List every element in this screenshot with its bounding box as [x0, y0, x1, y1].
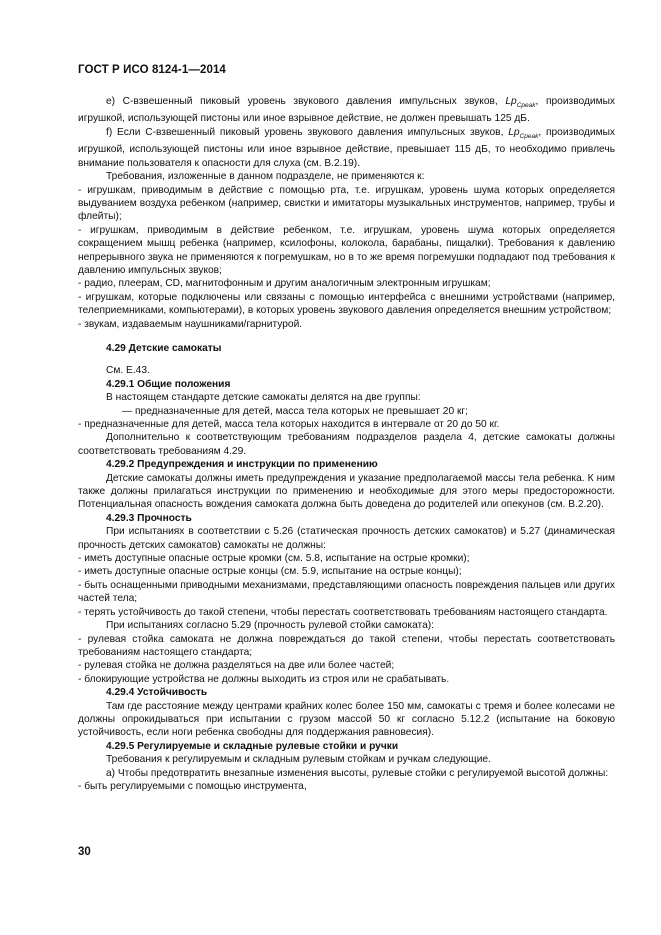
- paragraph: В настоящем стандарте детские самокаты делятся на две группы:: [106, 392, 421, 404]
- paragraph-f: [78, 126, 615, 170]
- paragraph: a) Чтобы предотвратить внезапные изменения высоты, рулевые стойки с регулируемой высотой должны:: [106, 767, 609, 779]
- list-item: - рулевая стойка самоката не должна повреждаться до такой степени, чтобы перестать соответствовать требованиям настоящего стандарта;: [78, 633, 615, 658]
- standard-header: ГОСТ Р ИСО 8124-1—2014: [78, 64, 226, 76]
- list-item: - иметь доступные опасные острые концы (см. 5.9, испытание на острые концы);: [78, 566, 462, 578]
- text-run: f) Если С-взвешенный пиковый уровень звукового давления импульсных звуков,: [106, 126, 509, 138]
- paragraph: При испытаниях в соответствии с 5.26 (статическая прочность детских самокатов) и 5.27 (динамическая прочность детских самокатов) самокаты не должны:: [78, 526, 615, 551]
- section-heading: 4.29.5 Регулируемые и складные рулевые стойки и ручки: [106, 740, 399, 752]
- list-item: - блокирующие устройства не должны выходить из строя или не срабатывать.: [78, 673, 450, 685]
- text-run: , производимых игрушкой, использующей пистоны или иное взрывное действие, превышает 115 дБ, то необходимо привлечь внимание пользователя к опасности для слуха (см. В.2.19).: [78, 126, 615, 169]
- paragraph: См. Е.43.: [106, 365, 150, 377]
- list-item: - иметь доступные опасные острые кромки (см. 5.8, испытание на острые кромки);: [78, 553, 470, 565]
- paragraph: Там где расстояние между центрами крайних колес более 150 мм, самокаты с тремя и более колесами не должны опрокидываться при испытании с грузом массой 50 кг согласно 5.12.2 (испытание на боковую устойчивость, если ноги ребенка свободны для поддержания равновесия).: [78, 700, 615, 739]
- list-item: - игрушкам, приводимым в действие с помощью рта, т.е. игрушкам, уровень шума которых определяется выдуванием воздуха ребенком (например, свистки и имитаторы музыкальных инструментов, например, трубы и флейты);: [78, 184, 615, 223]
- symbol-lp: $Lp_{Cpeak}$: [508, 126, 539, 140]
- list-item: — предназначенные для детей, масса тела которых не превышает 20 кг;: [122, 405, 468, 417]
- list-item: - быть оснащенными приводными механизмами, представляющими опасность повреждения пальцев или других частей тела;: [78, 579, 615, 605]
- paragraph: Детские самокаты должны иметь предупреждения и указание предполагаемой массы тела ребенка. К ним также должны прилагаться инструкции по применению и необходимые для этого меры предосторожности. Потенциальная опасность вождения самоката должна быть доведена до родителей или опекунов (см. В.2.20).: [78, 472, 615, 511]
- symbol-lp: $Lp_{Cpeak}$: [505, 96, 536, 110]
- paragraph: Дополнительно к соответствующим требованиям подразделов раздела 4, детские самокаты должны соответствовать требованиям 4.29.: [78, 432, 615, 457]
- text-run: e) С-взвешенный пиковый уровень звукового давления импульсных звуков,: [106, 96, 506, 107]
- page-number: 30: [78, 846, 91, 858]
- paragraph-e: [78, 95, 615, 126]
- section-heading: 4.29.4 Устойчивость: [106, 687, 208, 699]
- list-item: - терять устойчивость до такой степени, чтобы перестать соответствовать требованиям настоящего стандарта.: [78, 606, 608, 618]
- list-item: - рулевая стойка не должна разделяться на две или более частей;: [78, 660, 395, 672]
- section-heading: 4.29 Детские самокаты: [106, 342, 222, 354]
- list-item: - быть регулируемыми с помощью инструмента,: [78, 780, 307, 792]
- list-item: - игрушкам, которые подключены или связаны с помощью интерфейса с внешними устройствами (например, телеприемниками, компьютерами), в которых уровень звукового давления определяется внешним устройством;: [78, 291, 615, 317]
- list-item: - предназначенные для детей, масса тела которых находится в интервале от 20 до 50 кг.: [78, 419, 500, 430]
- paragraph: При испытаниях согласно 5.29 (прочность рулевой стойки самоката):: [106, 620, 434, 632]
- list-item: - радио, плеерам, CD, магнитофонным и другим аналогичным электронным игрушкам;: [78, 278, 491, 290]
- section-heading: 4.29.3 Прочность: [106, 512, 192, 524]
- list-item: - игрушкам, приводимым в действие ребенком, т.е. игрушкам, уровень шума которых определяется сокращением мышц ребенка (например, ксилофоны, колокола, барабаны, пищалки). Требования к давлению непрерывного звука не применяются к погремушкам, но в то же время погремушки подпадают под требования к давлению импульсных звуков;: [78, 224, 615, 276]
- document-body: [78, 95, 615, 793]
- paragraph: Требования, изложенные в данном подразделе, не применяются к:: [106, 171, 425, 183]
- section-heading: 4.29.2 Предупреждения и инструкции по применению: [106, 459, 378, 471]
- list-item: - звукам, издаваемым наушниками/гарнитурой.: [78, 318, 303, 330]
- paragraph: Требования к регулируемым и складным рулевым стойкам и ручкам следующие.: [106, 754, 491, 766]
- section-heading: 4.29.1 Общие положения: [106, 378, 231, 390]
- text-run: , производимых игрушкой, использующей пистоны или иное взрывное действие, не должен превышать 125 дБ.: [78, 96, 615, 125]
